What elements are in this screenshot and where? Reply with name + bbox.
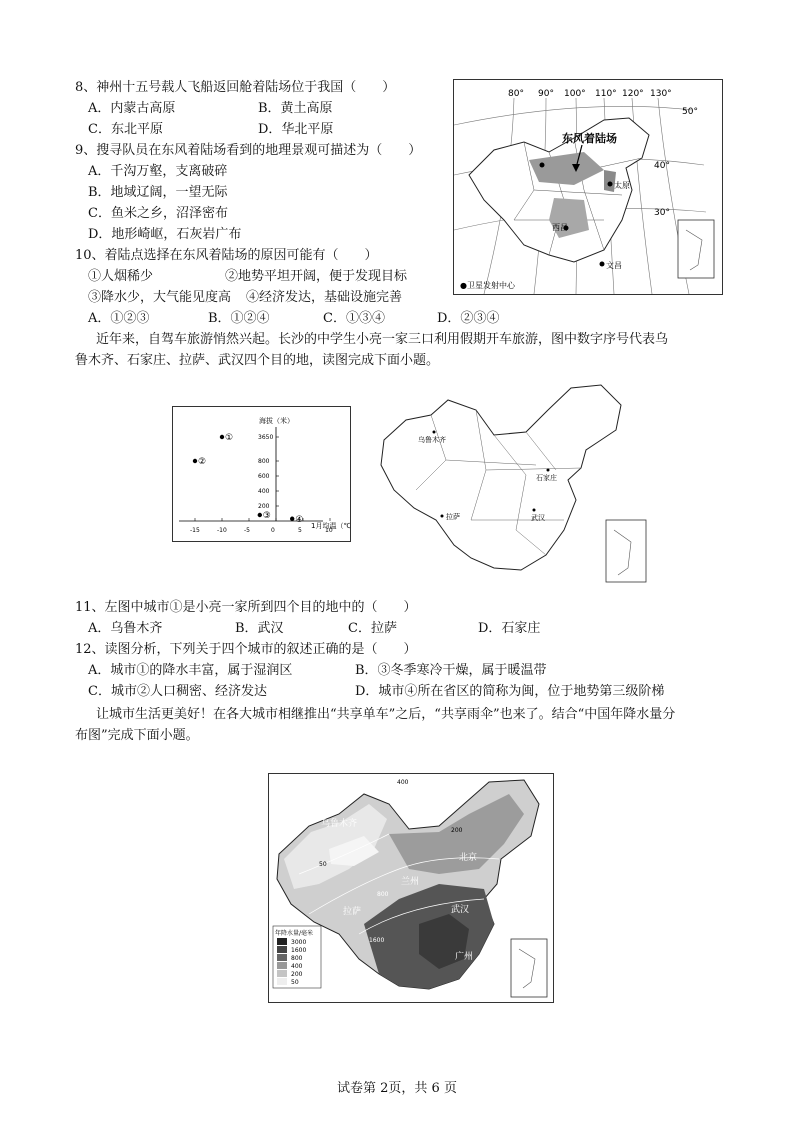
q11-option-c: C．拉萨	[348, 621, 397, 636]
city-label: 广州	[455, 952, 474, 962]
y-tick-label: 600	[258, 473, 270, 480]
q9-option-b: B．地域辽阔，一望无际	[88, 185, 228, 200]
q10-statement-1: ①人烟稀少	[88, 269, 154, 284]
zone-medium-precip	[389, 794, 524, 874]
x-tick-label: 0	[271, 527, 275, 534]
q10-option-c: C．①③④	[323, 311, 385, 326]
china-outline	[381, 385, 621, 570]
lat-label: 30°	[654, 208, 670, 218]
legend-title: 年降水量/毫米	[275, 930, 314, 937]
q8-option-b: B．黄土高原	[258, 101, 333, 116]
data-point	[290, 517, 294, 521]
chart-ylabel: 海拔（米）	[259, 417, 294, 425]
q10-stem: 10、着陆点选择在东风着陆场的原因可能有（ ）	[75, 248, 378, 263]
q8-stem: 8、神州十五号载人飞船返回舱着陆场位于我国（ ）	[75, 80, 396, 95]
city-label: 石家庄	[536, 474, 557, 482]
contour-label: 50	[319, 861, 327, 868]
data-point	[220, 435, 224, 439]
q9-stem: 9、搜寻队员在东风着陆场看到的地理景观可描述为（ ）	[75, 143, 422, 158]
legend-value: 800	[291, 955, 303, 962]
city-label: 武汉	[531, 514, 545, 522]
data-point	[258, 513, 262, 517]
q12-option-d: D．城市④所在省区的简称为闽，位于地势第三级阶梯	[355, 684, 665, 699]
jiuquan-marker	[540, 163, 545, 168]
q10-statement-3: ③降水少，大气能见度高	[88, 290, 232, 305]
lat-label: 40°	[654, 161, 670, 171]
q8-option-a: A．内蒙古高原	[88, 101, 176, 116]
data-point-label: ④	[295, 514, 304, 525]
city-label: 拉萨	[343, 907, 362, 917]
x-tick-label: -10	[217, 527, 227, 534]
city-label: 文昌	[606, 261, 622, 270]
lat-label: 50°	[682, 107, 698, 117]
q11-option-d: D．石家庄	[478, 621, 541, 636]
intro-paragraph-2-line2: 布图”完成下面小题。	[75, 728, 199, 743]
q10-statement-4: ④经济发达，基础设施完善	[246, 290, 403, 305]
wenchang-marker	[600, 262, 605, 267]
legend-value: 50	[291, 979, 299, 986]
city-label: 兰州	[401, 877, 420, 887]
contour-label: 400	[397, 779, 409, 786]
landing-site-label: 东风着陆场	[562, 132, 617, 145]
page-footer: 试卷第 2页，共 6 页	[337, 1081, 457, 1096]
lon-label: 120°	[622, 89, 644, 99]
scatter-plot	[173, 407, 350, 541]
city-label: 乌鲁木齐	[321, 819, 358, 829]
city-label: 西昌	[552, 223, 568, 232]
legend-value: 3000	[291, 939, 307, 946]
precipitation-map	[268, 773, 554, 1003]
q12-stem: 12、读图分析，下列关于四个城市的叙述正确的是（ ）	[75, 642, 417, 657]
contour-label: 200	[451, 827, 463, 834]
legend-value: 1600	[291, 947, 307, 954]
q10-option-b: B．①②④	[208, 311, 270, 326]
altitude-temperature-chart	[172, 406, 351, 542]
q11-stem: 11、左图中城市①是小亮一家所到四个目的地中的（ ）	[75, 600, 417, 615]
q9-option-d: D．地形崎岖，石灰岩广布	[88, 227, 242, 242]
landing-site-map	[453, 79, 723, 295]
lon-label: 130°	[650, 89, 672, 99]
city-label: 北京	[459, 853, 478, 863]
taiyuan-marker	[608, 182, 613, 187]
q9-option-c: C．鱼米之乡，沼泽密布	[88, 206, 228, 221]
south-sea-inset	[678, 220, 714, 278]
lon-label: 100°	[564, 89, 586, 99]
city-label: 拉萨	[446, 513, 460, 521]
q8-option-c: C．东北平原	[88, 122, 163, 137]
intro-paragraph-1-line2: 鲁木齐、石家庄、拉萨、武汉四个目的地，读图完成下面小题。	[75, 353, 440, 368]
map-legend: ●卫星发射中心	[460, 281, 515, 290]
x-tick-label: -15	[190, 527, 200, 534]
data-point-label: ③	[262, 511, 271, 521]
legend-value: 400	[291, 963, 303, 970]
lon-label: 110°	[595, 89, 617, 99]
y-tick-label: 800	[258, 458, 270, 465]
q12-option-c: C．城市②人口稠密、经济发达	[88, 684, 267, 699]
chart-xlabel: 1月均温（℃	[311, 522, 350, 530]
city-label: 太原	[614, 181, 630, 190]
q10-option-d: D．②③④	[437, 311, 500, 326]
contour-label: 800	[377, 891, 389, 898]
data-point	[193, 459, 197, 463]
south-sea-inset	[511, 939, 547, 997]
data-point-label: ②	[198, 457, 207, 467]
legend-value: 200	[291, 971, 303, 978]
y-tick-label: 3650	[258, 434, 274, 441]
y-tick-label: 200	[258, 503, 270, 510]
lon-label: 90°	[538, 89, 554, 99]
x-tick-label: 5	[298, 527, 302, 534]
y-tick-label: 400	[258, 488, 270, 495]
south-sea-inset	[606, 520, 646, 582]
data-point-label: ①	[225, 433, 234, 443]
precipitation-legend	[273, 926, 321, 988]
q10-option-a: A．①②③	[88, 311, 150, 326]
q11-option-b: B．武汉	[235, 621, 284, 636]
q12-option-b: B．③冬季寒冷干燥，属于暖温带	[355, 663, 547, 678]
q9-option-a: A．千沟万壑，支离破碎	[88, 164, 228, 179]
city-label: 乌鲁木齐	[418, 436, 446, 444]
x-tick-label: -5	[244, 527, 250, 534]
q11-option-a: A．乌鲁木齐	[88, 621, 163, 636]
x-tick-label: 10	[325, 527, 333, 534]
intro-paragraph-1-line1: 近年来，自驾车旅游悄然兴起。长沙的中学生小亮一家三口利用假期开车旅游，图中数字序号代表乌	[96, 332, 669, 347]
lon-label: 80°	[508, 89, 524, 99]
q8-option-d: D．华北平原	[258, 122, 334, 137]
city-label: 武汉	[451, 905, 470, 915]
q12-option-a: A．城市①的降水丰富，属于湿润区	[88, 663, 293, 678]
q10-statement-2: ②地势平坦开阔，便于发现目标	[225, 269, 408, 284]
china-destination-map	[376, 380, 651, 588]
intro-paragraph-2-line1: 让城市生活更美好！在各大城市相继推出“共享单车”之后，“共享雨伞”也来了。结合“中国年降水量分	[96, 707, 676, 722]
contour-label: 1600	[369, 937, 385, 944]
